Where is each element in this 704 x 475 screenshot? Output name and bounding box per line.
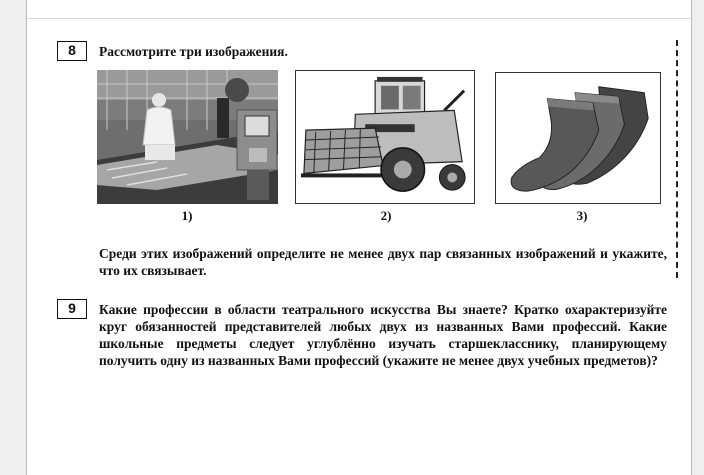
top-divider [27,18,691,19]
exam-page [26,0,692,475]
task-8-title: Рассмотрите три изображения. [99,44,288,59]
task-8-question: Среди этих изображений определите не менее двух пар связанных изображений и укажите, что их связывает. [99,246,667,278]
task-9-text: Какие профессии в области театрального искусства Вы знаете? Кратко охарактеризуйте круг обязанностей представителей любых двух из названных Вами профессий. Какие школьные предметы следует углублённо изучать старшекласснику, планирующему получить одну из названных Вами профессий (укажите не менее двух учебных предметов)? [99,302,667,368]
image-1-caption: 1) [181,208,193,223]
image-3-caption: 3) [576,208,588,223]
dashed-margin-line [676,40,678,278]
socks-image [495,72,661,204]
factory-worker-image [97,70,278,204]
combine-harvester-image [295,70,475,204]
image-2-caption: 2) [380,208,392,223]
task-9-number: 9 [57,299,87,319]
task-8-number: 8 [57,41,87,61]
